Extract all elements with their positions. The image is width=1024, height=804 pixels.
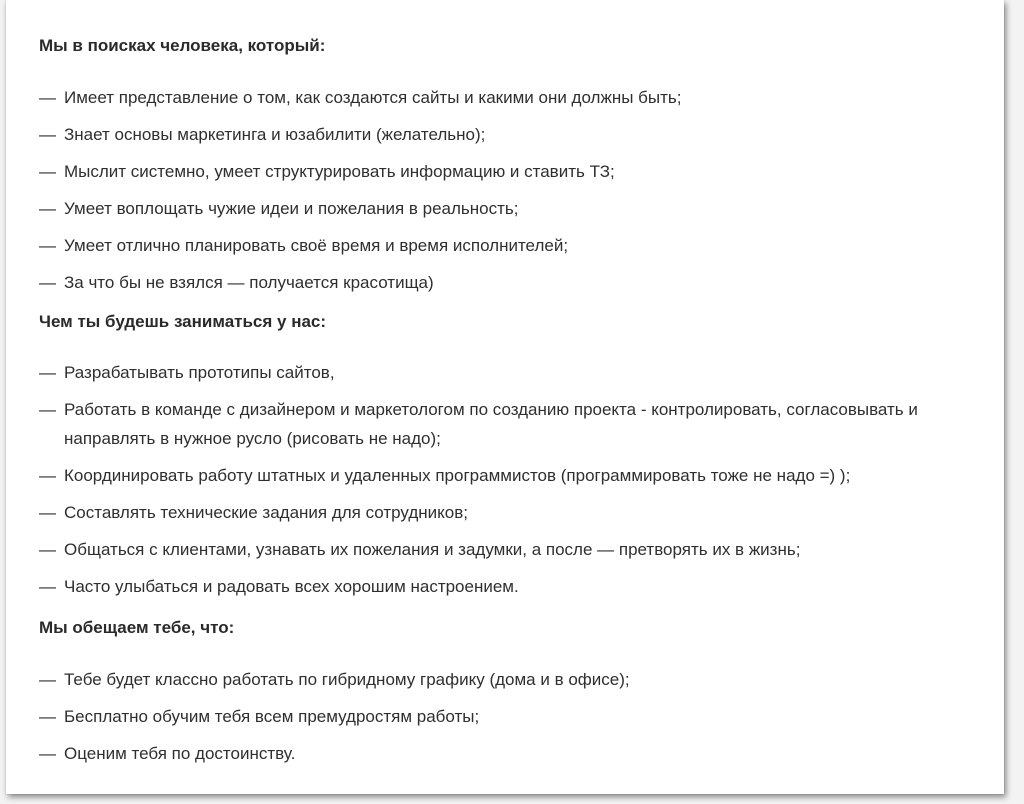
duties-list — [39, 358, 989, 601]
list-item — [39, 231, 989, 260]
dash-marker: — — [39, 88, 56, 107]
list-item-text: Общаться с клиентами, узнавать их пожелания и задумки, а после — претворять их в жизнь; — [64, 540, 801, 559]
vacancy-text — [39, 34, 989, 776]
dash-marker: — — [39, 363, 56, 382]
list-item — [39, 157, 989, 186]
section-heading-candidate: Мы в поисках человека, который: — [39, 36, 326, 55]
dash-marker: — — [39, 273, 56, 292]
list-item-text: Бесплатно обучим тебя всем премудростям работы; — [64, 707, 480, 726]
list-item-text: Мыслит системно, умеет структурировать информацию и ставить ТЗ; — [64, 162, 615, 181]
section-heading-promises: Мы обещаем тебе, что: — [39, 618, 235, 637]
dash-marker: — — [39, 540, 56, 559]
list-item — [39, 665, 989, 694]
list-item-text: Умеет отлично планировать своё время и время исполнителей; — [64, 236, 569, 255]
list-item-text: Умеет воплощать чужие идеи и пожелания в реальность; — [64, 199, 519, 218]
section-heading-duties: Чем ты будешь заниматься у нас: — [39, 312, 327, 331]
list-item-text: Оценим тебя по достоинству. — [64, 744, 296, 763]
dash-marker: — — [39, 744, 56, 763]
list-item — [39, 358, 989, 387]
dash-marker: — — [39, 670, 56, 689]
dash-marker: — — [39, 236, 56, 255]
dash-marker: — — [39, 707, 56, 726]
dash-marker: — — [39, 503, 56, 522]
list-item — [39, 535, 989, 564]
dash-marker: — — [39, 125, 56, 144]
list-item-text: Работать в команде с дизайнером и маркетологом по созданию проекта - контролировать, согласовывать и направлять в нужное русло (рисовать не надо); — [64, 400, 918, 448]
dash-marker: — — [39, 400, 56, 419]
list-item-text: Знает основы маркетинга и юзабилити (желательно); — [64, 125, 486, 144]
list-item — [39, 702, 989, 731]
list-item — [39, 194, 989, 223]
dash-marker: — — [39, 577, 56, 596]
list-item — [39, 498, 989, 527]
list-item — [39, 395, 989, 453]
list-item — [39, 572, 989, 601]
dash-marker: — — [39, 199, 56, 218]
list-item — [39, 83, 989, 112]
list-item-text: Тебе будет классно работать по гибридному графику (дома и в офисе); — [64, 670, 630, 689]
dash-marker: — — [39, 466, 56, 485]
list-item — [39, 739, 989, 768]
list-item — [39, 461, 989, 490]
list-item-text: Имеет представление о том, как создаются сайты и какими они должны быть; — [64, 88, 682, 107]
list-item — [39, 268, 989, 297]
list-item-text: Составлять технические задания для сотрудников; — [64, 503, 468, 522]
dash-marker: — — [39, 162, 56, 181]
list-item — [39, 120, 989, 149]
list-item-text: Разрабатывать прототипы сайтов, — [64, 363, 335, 382]
document-card — [6, 0, 1004, 794]
list-item-text: За что бы не взялся — получается красотища) — [64, 273, 434, 292]
promises-list — [39, 665, 989, 768]
list-item-text: Координировать работу штатных и удаленных программистов (программировать тоже не надо =) ); — [64, 466, 851, 485]
candidate-requirements-list — [39, 83, 989, 297]
list-item-text: Часто улыбаться и радовать всех хорошим настроением. — [64, 577, 519, 596]
